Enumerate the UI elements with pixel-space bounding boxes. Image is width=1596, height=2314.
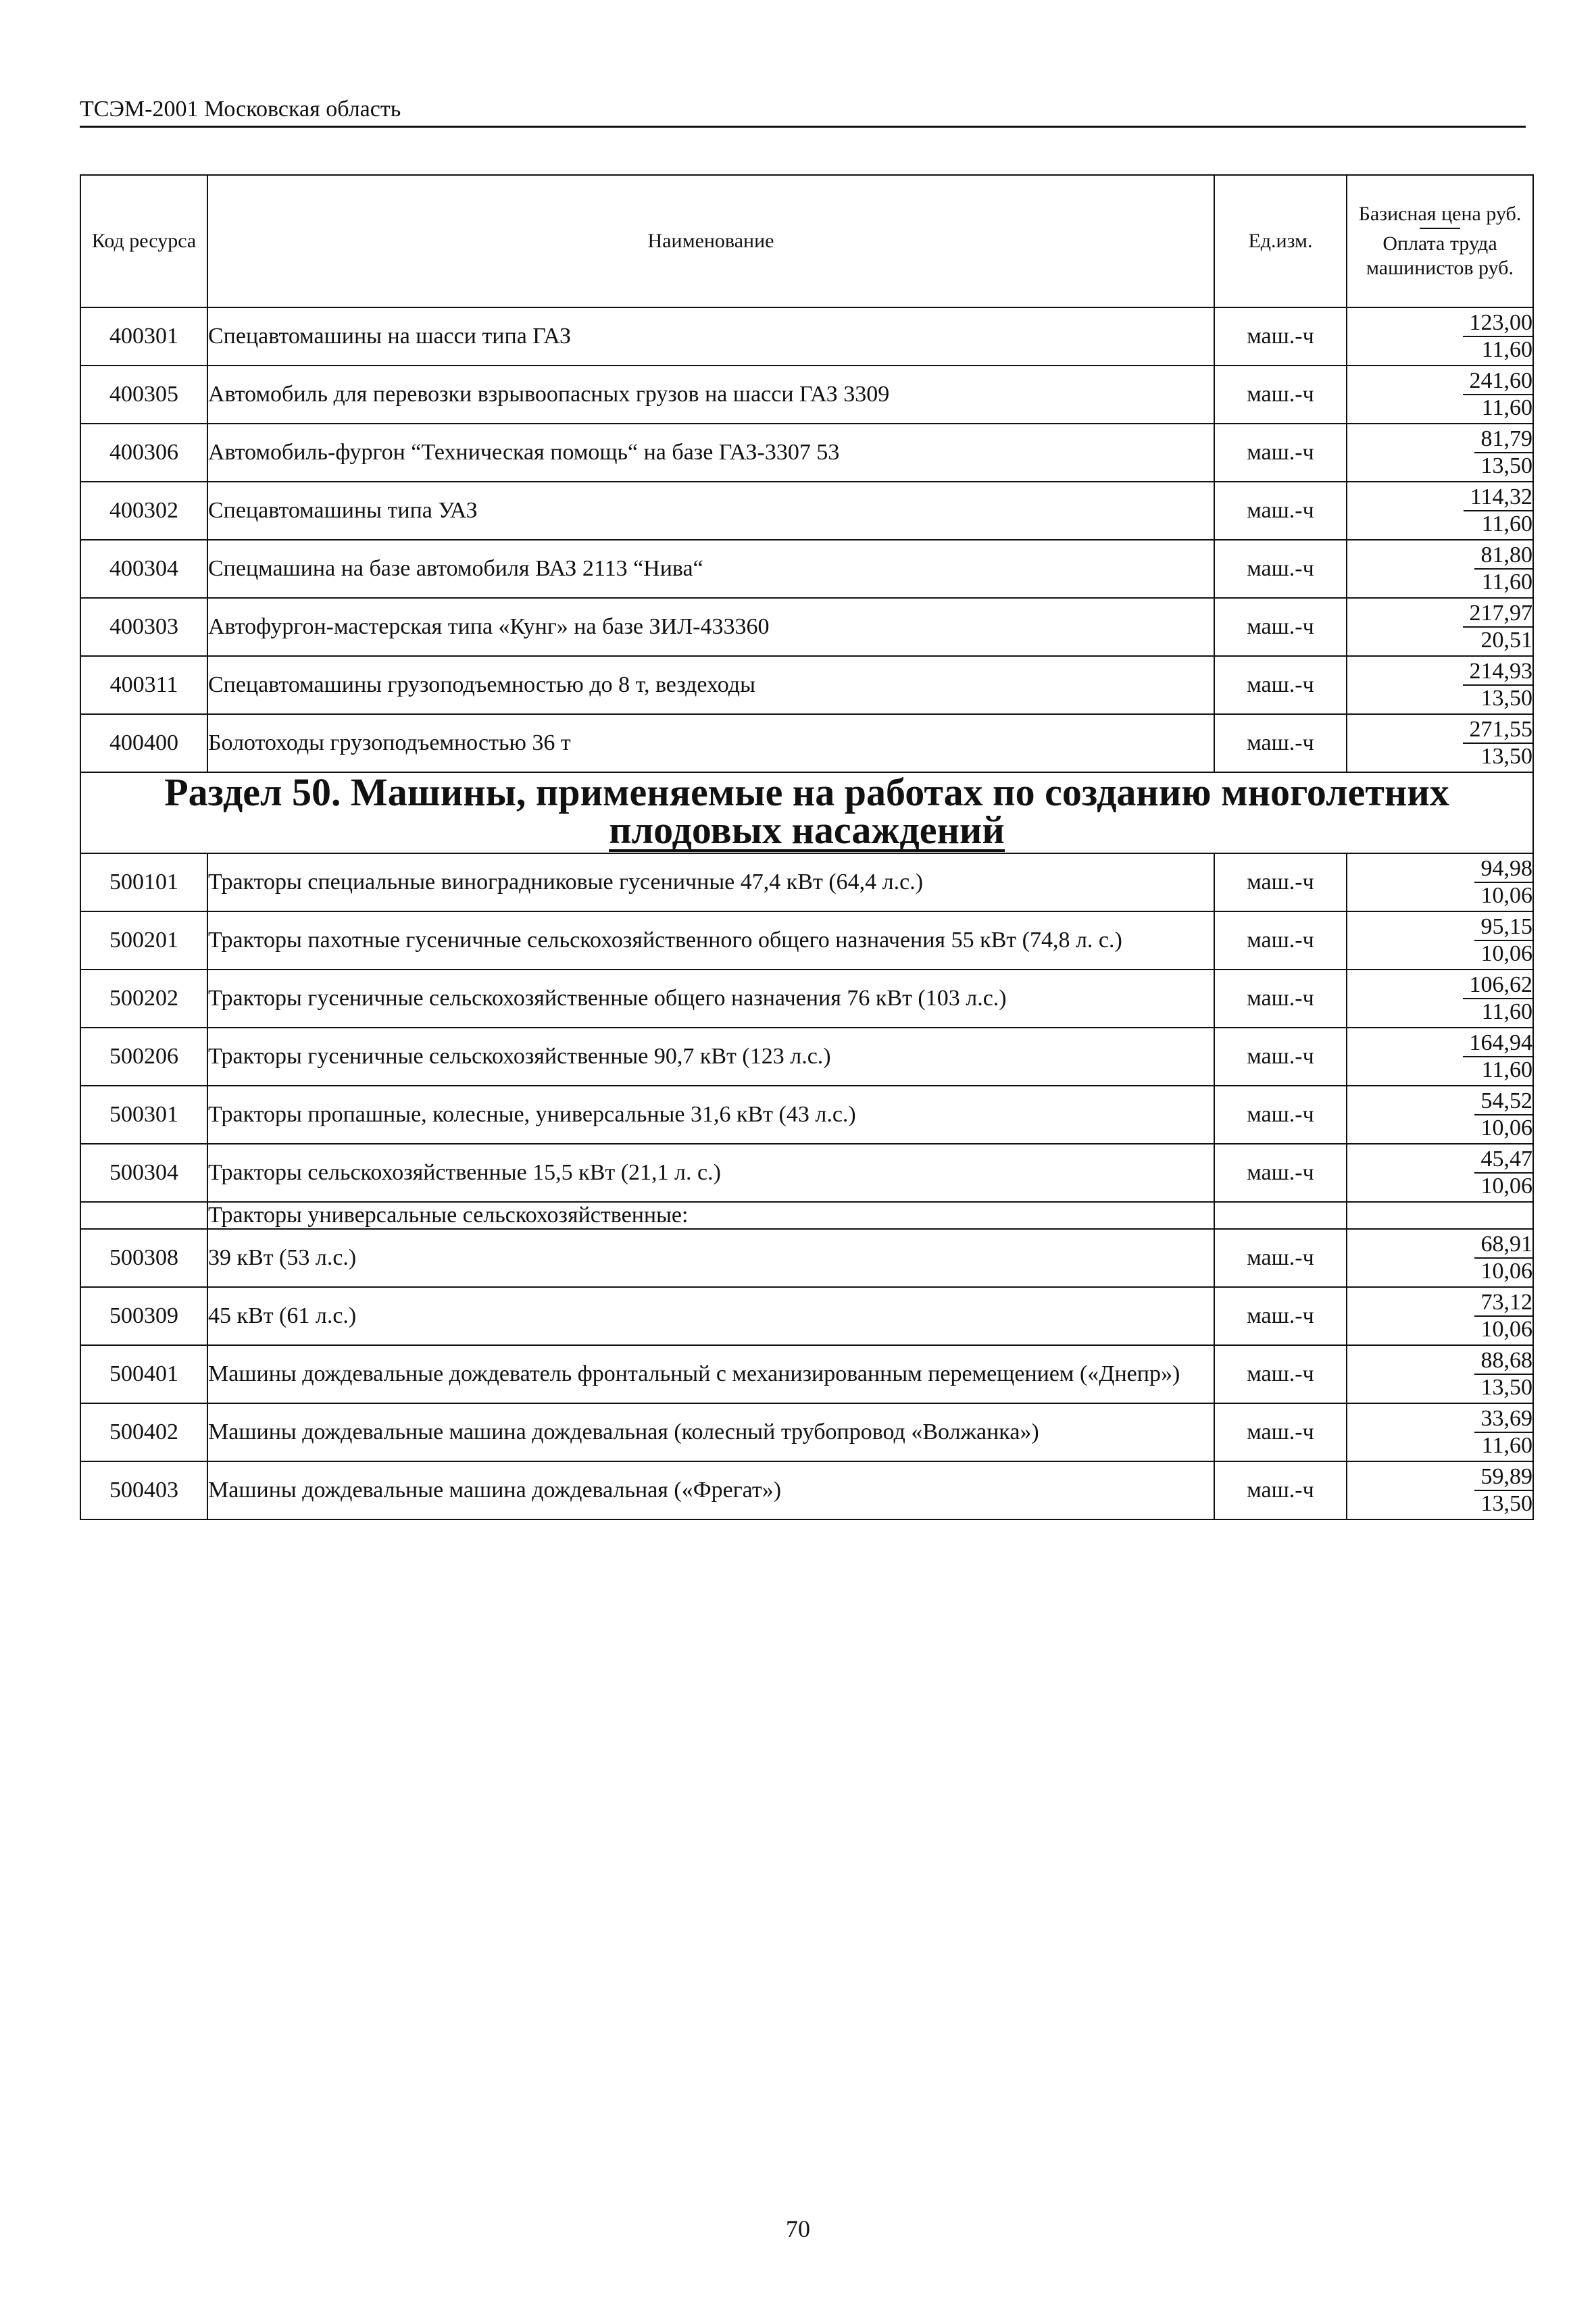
rows-group-universal-tractors bbox=[80, 1229, 1533, 1345]
operator-wage: 13,50 bbox=[1480, 686, 1532, 711]
table-row bbox=[80, 1144, 1533, 1202]
table-row bbox=[80, 1086, 1533, 1144]
table-row bbox=[80, 482, 1533, 540]
resource-name: Тракторы сельскохозяйственные 15,5 кВт (21,1 л. с.) bbox=[207, 1144, 1214, 1202]
section-heading bbox=[80, 772, 1533, 853]
resource-name: Спецавтомашины грузоподъемностью до 8 т, вездеходы bbox=[207, 656, 1214, 714]
resource-code: 500201 bbox=[80, 911, 207, 970]
table-row bbox=[80, 853, 1533, 911]
table-row bbox=[80, 366, 1533, 424]
unit-of-measure: маш.-ч bbox=[1214, 1461, 1347, 1519]
price-fraction bbox=[1474, 1290, 1533, 1342]
column-header-operator-wage: Оплата труда машинистов руб. bbox=[1366, 232, 1514, 279]
running-header: ТСЭМ-2001 Московская область bbox=[80, 93, 1526, 128]
resource-name: Тракторы гусеничные сельскохозяйственные общего назначения 76 кВт (103 л.с.) bbox=[207, 970, 1214, 1028]
price-cell bbox=[1347, 1229, 1533, 1287]
rows-group-sprinklers bbox=[80, 1345, 1533, 1519]
rows-group-500 bbox=[80, 853, 1533, 1202]
unit-of-measure: маш.-ч bbox=[1214, 1287, 1347, 1345]
section-title-line1: Раздел 50. Машины, применяемые на работах по созданию многолетних bbox=[164, 770, 1449, 814]
unit-of-measure: маш.-ч bbox=[1214, 1086, 1347, 1144]
resource-name: Машины дождевальные машина дождевальная (колесный трубопровод «Волжанка») bbox=[207, 1403, 1214, 1461]
base-price: 54,52 bbox=[1474, 1088, 1533, 1115]
resource-code: 500206 bbox=[80, 1028, 207, 1086]
price-fraction bbox=[1474, 1348, 1533, 1401]
resource-code: 400305 bbox=[80, 366, 207, 424]
table-row bbox=[80, 1403, 1533, 1461]
resource-name: Спецавтомашины типа УАЗ bbox=[207, 482, 1214, 540]
table-row bbox=[80, 307, 1533, 366]
resource-code: 500309 bbox=[80, 1287, 207, 1345]
price-fraction bbox=[1463, 368, 1533, 421]
operator-wage: 10,06 bbox=[1480, 883, 1532, 908]
base-price: 33,69 bbox=[1474, 1406, 1533, 1433]
table-row bbox=[80, 1345, 1533, 1403]
base-price: 81,79 bbox=[1474, 426, 1533, 453]
unit-of-measure: маш.-ч bbox=[1214, 1229, 1347, 1287]
operator-wage: 11,60 bbox=[1481, 1433, 1532, 1458]
price-fraction bbox=[1474, 1464, 1533, 1517]
unit-of-measure: маш.-ч bbox=[1214, 970, 1347, 1028]
price-fraction bbox=[1463, 972, 1533, 1025]
price-fraction bbox=[1463, 601, 1533, 653]
resource-code: 400311 bbox=[80, 656, 207, 714]
section-title-line2: плодовых насаждений bbox=[609, 808, 1005, 852]
price-cell bbox=[1347, 656, 1533, 714]
price-fraction bbox=[1464, 484, 1532, 537]
operator-wage: 10,06 bbox=[1480, 1174, 1532, 1199]
price-fraction bbox=[1474, 1088, 1533, 1141]
price-cell bbox=[1347, 307, 1533, 366]
unit-of-measure: маш.-ч bbox=[1214, 424, 1347, 482]
operator-wage: 10,06 bbox=[1480, 1115, 1532, 1140]
table-row bbox=[80, 1229, 1533, 1287]
price-table bbox=[80, 174, 1534, 1520]
price-cell bbox=[1347, 1028, 1533, 1086]
subheading-text: Тракторы универсальные сельскохозяйственные: bbox=[207, 1202, 1214, 1229]
base-price: 95,15 bbox=[1474, 914, 1533, 941]
table-row bbox=[80, 540, 1533, 598]
column-header-unit: Ед.изм. bbox=[1214, 175, 1347, 307]
subheading-price-cell bbox=[1347, 1202, 1533, 1229]
base-price: 214,93 bbox=[1463, 659, 1533, 686]
base-price: 81,80 bbox=[1474, 543, 1533, 570]
price-fraction bbox=[1474, 426, 1533, 479]
price-cell bbox=[1347, 598, 1533, 656]
table-row bbox=[80, 424, 1533, 482]
resource-name: 45 кВт (61 л.с.) bbox=[207, 1287, 1214, 1345]
resource-name: Тракторы пахотные гусеничные сельскохозяйственного общего назначения 55 кВт (74,8 л. с.) bbox=[207, 911, 1214, 970]
resource-name: Спецмашина на базе автомобиля ВАЗ 2113 “Нива“ bbox=[207, 540, 1214, 598]
base-price: 73,12 bbox=[1474, 1290, 1533, 1317]
price-cell bbox=[1347, 1461, 1533, 1519]
resource-code: 500202 bbox=[80, 970, 207, 1028]
base-price: 88,68 bbox=[1474, 1348, 1533, 1375]
price-cell bbox=[1347, 714, 1533, 772]
operator-wage: 11,60 bbox=[1481, 511, 1532, 536]
price-cell bbox=[1347, 540, 1533, 598]
price-fraction bbox=[1474, 1147, 1533, 1199]
operator-wage: 11,60 bbox=[1481, 999, 1532, 1024]
resource-name: Автофургон-мастерская типа «Кунг» на базе ЗИЛ-433360 bbox=[207, 598, 1214, 656]
resource-code: 400301 bbox=[80, 307, 207, 366]
resource-name: Тракторы гусеничные сельскохозяйственные 90,7 кВт (123 л.с.) bbox=[207, 1028, 1214, 1086]
resource-name: 39 кВт (53 л.с.) bbox=[207, 1229, 1214, 1287]
resource-code: 400302 bbox=[80, 482, 207, 540]
base-price: 164,94 bbox=[1463, 1030, 1533, 1057]
table-row bbox=[80, 598, 1533, 656]
operator-wage: 13,50 bbox=[1480, 453, 1532, 478]
table-row bbox=[80, 656, 1533, 714]
price-cell bbox=[1347, 482, 1533, 540]
resource-code: 500301 bbox=[80, 1086, 207, 1144]
base-price: 106,62 bbox=[1463, 972, 1533, 999]
operator-wage: 11,60 bbox=[1481, 1057, 1532, 1082]
resource-code: 400303 bbox=[80, 598, 207, 656]
unit-of-measure: маш.-ч bbox=[1214, 366, 1347, 424]
price-fraction bbox=[1474, 1232, 1533, 1284]
unit-of-measure: маш.-ч bbox=[1214, 1403, 1347, 1461]
resource-name: Болотоходы грузоподъемностью 36 т bbox=[207, 714, 1214, 772]
resource-code: 400306 bbox=[80, 424, 207, 482]
price-cell bbox=[1347, 1086, 1533, 1144]
column-header-base-price: Базисная цена руб. bbox=[1358, 203, 1522, 225]
price-fraction bbox=[1463, 659, 1533, 711]
price-cell bbox=[1347, 911, 1533, 970]
base-price: 59,89 bbox=[1474, 1464, 1533, 1491]
resource-code: 500304 bbox=[80, 1144, 207, 1202]
operator-wage: 10,06 bbox=[1480, 1259, 1532, 1284]
base-price: 114,32 bbox=[1464, 484, 1532, 511]
operator-wage: 11,60 bbox=[1481, 395, 1532, 420]
column-header-price bbox=[1347, 175, 1533, 307]
unit-of-measure: маш.-ч bbox=[1214, 1144, 1347, 1202]
resource-code: 400400 bbox=[80, 714, 207, 772]
unit-of-measure: маш.-ч bbox=[1214, 482, 1347, 540]
price-fraction bbox=[1474, 1406, 1533, 1459]
table-row bbox=[80, 911, 1533, 970]
resource-code: 400304 bbox=[80, 540, 207, 598]
section-heading-row bbox=[80, 772, 1533, 853]
resource-code: 500101 bbox=[80, 853, 207, 911]
rows-group-400 bbox=[80, 307, 1533, 772]
price-cell bbox=[1347, 1287, 1533, 1345]
unit-of-measure: маш.-ч bbox=[1214, 911, 1347, 970]
resource-name: Машины дождевальные дождеватель фронтальный с механизированным перемещением («Днепр») bbox=[207, 1345, 1214, 1403]
table-row bbox=[80, 714, 1533, 772]
price-fraction bbox=[1463, 717, 1533, 770]
operator-wage: 11,60 bbox=[1481, 570, 1532, 595]
resource-name: Тракторы специальные виноградниковые гусеничные 47,4 кВт (64,4 л.с.) bbox=[207, 853, 1214, 911]
resource-code: 500401 bbox=[80, 1345, 207, 1403]
base-price: 45,47 bbox=[1474, 1147, 1533, 1174]
table-row bbox=[80, 1461, 1533, 1519]
unit-of-measure: маш.-ч bbox=[1214, 714, 1347, 772]
resource-code: 500308 bbox=[80, 1229, 207, 1287]
resource-code: 500403 bbox=[80, 1461, 207, 1519]
price-fraction bbox=[1474, 856, 1533, 909]
unit-of-measure: маш.-ч bbox=[1214, 853, 1347, 911]
price-cell bbox=[1347, 853, 1533, 911]
base-price: 68,91 bbox=[1474, 1232, 1533, 1259]
resource-name: Машины дождевальные машина дождевальная («Фрегат») bbox=[207, 1461, 1214, 1519]
resource-code: 500402 bbox=[80, 1403, 207, 1461]
base-price: 217,97 bbox=[1463, 601, 1533, 628]
table-row bbox=[80, 1287, 1533, 1345]
price-cell bbox=[1347, 1345, 1533, 1403]
base-price: 123,00 bbox=[1463, 310, 1533, 337]
subheading-row bbox=[80, 1202, 1533, 1229]
base-price: 241,60 bbox=[1463, 368, 1533, 395]
operator-wage: 13,50 bbox=[1480, 744, 1532, 769]
header-divider bbox=[1420, 228, 1460, 229]
operator-wage: 10,06 bbox=[1480, 1317, 1532, 1342]
table-header-row bbox=[80, 175, 1533, 307]
operator-wage: 11,60 bbox=[1481, 337, 1532, 362]
operator-wage: 20,51 bbox=[1480, 628, 1532, 653]
price-fraction bbox=[1463, 1030, 1533, 1083]
subheading-code-cell bbox=[80, 1202, 207, 1229]
resource-name: Автомобиль-фургон “Техническая помощь“ на базе ГАЗ-3307 53 bbox=[207, 424, 1214, 482]
table-row bbox=[80, 1028, 1533, 1086]
base-price: 271,55 bbox=[1463, 717, 1533, 744]
resource-name: Автомобиль для перевозки взрывоопасных грузов на шасси ГАЗ 3309 bbox=[207, 366, 1214, 424]
column-header-code: Код ресурса bbox=[80, 175, 207, 307]
operator-wage: 13,50 bbox=[1480, 1375, 1532, 1400]
subheading-unit-cell bbox=[1214, 1202, 1347, 1229]
page-number: 70 bbox=[786, 2215, 810, 2242]
price-cell bbox=[1347, 366, 1533, 424]
unit-of-measure: маш.-ч bbox=[1214, 656, 1347, 714]
unit-of-measure: маш.-ч bbox=[1214, 307, 1347, 366]
table-row bbox=[80, 970, 1533, 1028]
unit-of-measure: маш.-ч bbox=[1214, 1345, 1347, 1403]
base-price: 94,98 bbox=[1474, 856, 1533, 883]
price-fraction bbox=[1474, 543, 1533, 595]
price-cell bbox=[1347, 424, 1533, 482]
resource-name: Тракторы пропашные, колесные, универсальные 31,6 кВт (43 л.с.) bbox=[207, 1086, 1214, 1144]
operator-wage: 13,50 bbox=[1480, 1491, 1532, 1516]
unit-of-measure: маш.-ч bbox=[1214, 1028, 1347, 1086]
price-fraction bbox=[1474, 914, 1533, 967]
unit-of-measure: маш.-ч bbox=[1214, 598, 1347, 656]
column-header-name: Наименование bbox=[207, 175, 1214, 307]
price-cell bbox=[1347, 970, 1533, 1028]
operator-wage: 10,06 bbox=[1480, 941, 1532, 966]
price-cell bbox=[1347, 1144, 1533, 1202]
resource-name: Спецавтомашины на шасси типа ГАЗ bbox=[207, 307, 1214, 366]
price-fraction bbox=[1463, 310, 1533, 363]
unit-of-measure: маш.-ч bbox=[1214, 540, 1347, 598]
price-cell bbox=[1347, 1403, 1533, 1461]
